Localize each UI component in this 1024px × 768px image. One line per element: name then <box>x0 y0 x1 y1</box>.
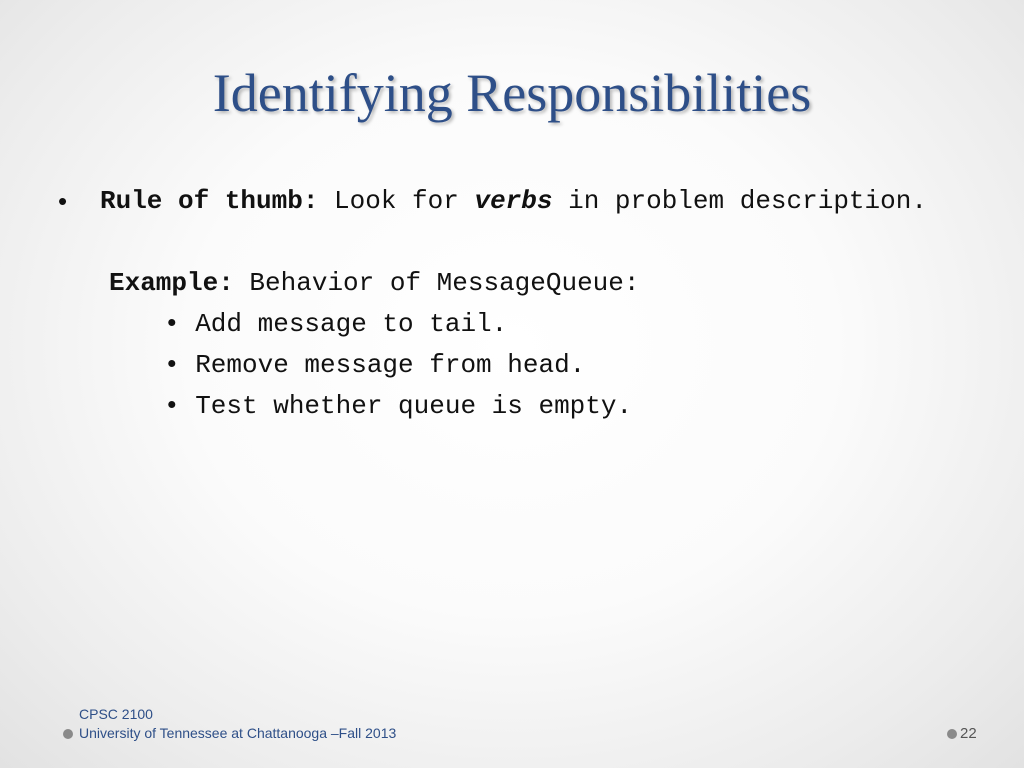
rule-of-thumb-line <box>100 186 927 216</box>
footer-institution: University of Tennessee at Chattanooga –Fall 2013 <box>79 725 397 741</box>
footer-course: CPSC 2100 <box>79 706 153 722</box>
rule-label: Rule of thumb: <box>100 186 319 216</box>
page-number: 22 <box>960 725 977 742</box>
bullet-marker: • <box>58 186 68 216</box>
rule-emphasis: verbs <box>474 186 553 216</box>
example-item: • Add message to tail. <box>164 309 508 339</box>
example-item: • Test whether queue is empty. <box>164 391 633 421</box>
example-item: • Remove message from head. <box>164 350 586 380</box>
rule-text-before: Look for <box>318 186 475 216</box>
example-text: Behavior of MessageQueue: <box>233 268 640 298</box>
example-line <box>109 268 640 298</box>
footer-dot-icon <box>63 729 73 739</box>
page-number-dot-icon <box>947 729 957 739</box>
rule-text-after: in problem description. <box>552 186 927 216</box>
slide-title: Identifying Responsibilities <box>212 63 812 123</box>
example-label: Example: <box>109 268 234 298</box>
